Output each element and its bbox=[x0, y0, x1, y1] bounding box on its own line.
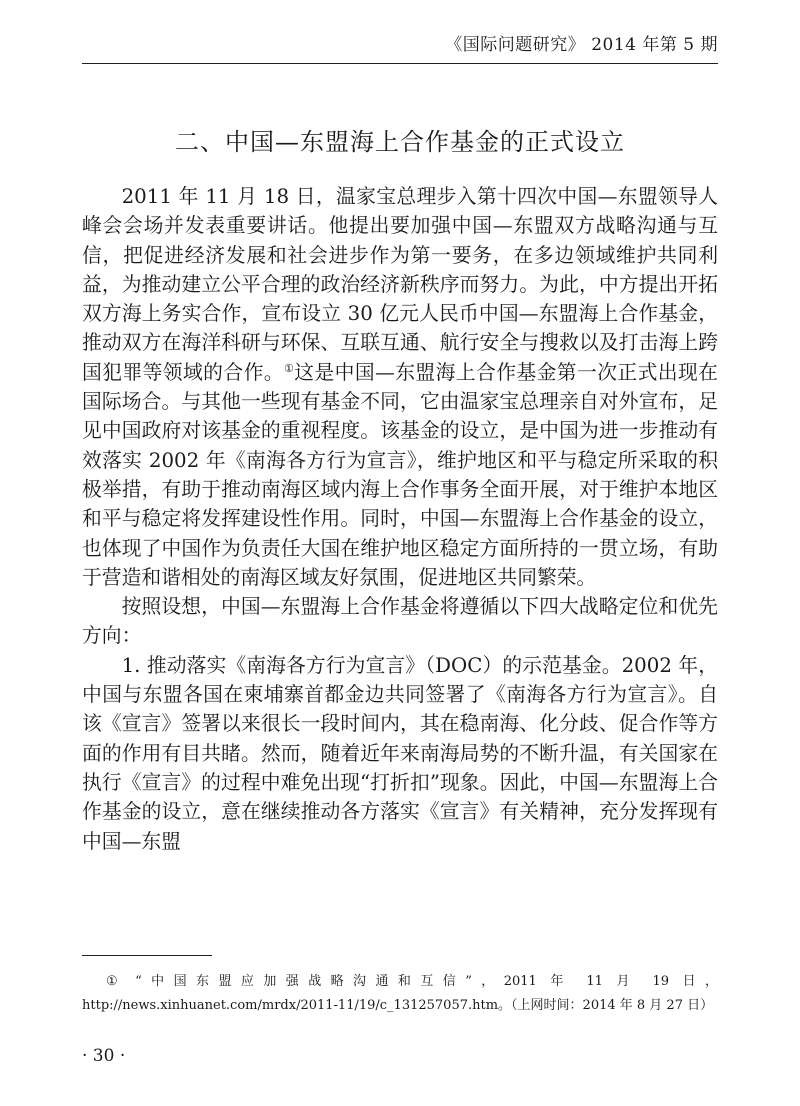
footnote-mark: ① bbox=[106, 974, 128, 989]
running-header bbox=[82, 30, 718, 64]
footnote bbox=[82, 970, 718, 1018]
paragraph-2: 按照设想，中国—东盟海上合作基金将遵循以下四大战略定位和优先方向： bbox=[82, 595, 718, 648]
section-title: 二、中国—东盟海上合作基金的正式设立 bbox=[175, 128, 625, 156]
paragraph-1-text-b: 这是中国—东盟海上合作基金第一次正式出现在国际场合。与其他一些现有基金不同，它由温家宝总理亲自对外宣布，足见中国政府对该基金的重视程度。该基金的设立，是中国为进一步推动有效落实 2002 年《南海各方行为宣言》，维护地区和平与稳定所采取的积极举措，有助于推动南海区域内海上合作事务全面开展，对于维护本地区和平与稳定将发挥建设性作用。同时，中国—东盟海上合作基金的设立，也体现了中国作为负责任大国在维护地区稳定方面所持的一贯立场，有助于营造和谐相处的南海区域友好氛围，促进地区共同繁荣。 bbox=[82, 360, 718, 589]
footnote-text: “中国东盟应加强战略沟通和互信”，2011 年 11 月 19 日，http://news.xinhuanet.com/mrdx/2011-11/19/c_131257057.htm。（上网时间：2014 年 8 月 27 日） bbox=[82, 974, 719, 1013]
page-number: · 30 · bbox=[82, 1046, 126, 1066]
footnote-divider bbox=[82, 955, 212, 956]
paragraph-1-text-a: 2011 年 11 月 18 日，温家宝总理步入第十四次中国—东盟领导人峰会会场并发表重要讲话。他提出要加强中国—东盟双方战略沟通与互信，把促进经济发展和社会进步作为第一要务，在多边领域维护共同利益，为推动建立公平合理的政治经济新秩序而努力。为此，中方提出开拓双方海上务实合作，宣布设立 30 亿元人民币中国—东盟海上合作基金，推动双方在海洋科研与环保、互联互通、航行安全与搜救以及打击海上跨国犯罪等领域的合作。 bbox=[82, 185, 718, 384]
paragraph-3: 1. 推动落实《南海各方行为宣言》（DOC）的示范基金。2002 年，中国与东盟各国在柬埔寨首都金边共同签署了《南海各方行为宣言》。自该《宣言》签署以来很长一段时间内，其在稳南海、化分歧、促合作等方面的作用有目共睹。然而，随着近年来南海局势的不断升温，有关国家在执行《宣言》的过程中难免出现“打折扣”现象。因此，中国—东盟海上合作基金的设立，意在继续推动各方落实《宣言》有关精神，充分发挥现有中国—东盟 bbox=[82, 653, 718, 853]
journal-issue: 《国际问题研究》 2014 年第 5 期 bbox=[445, 35, 718, 55]
paragraph-1 bbox=[82, 182, 718, 592]
footnote-reference[interactable]: ① bbox=[283, 361, 295, 375]
body-text bbox=[82, 182, 718, 856]
